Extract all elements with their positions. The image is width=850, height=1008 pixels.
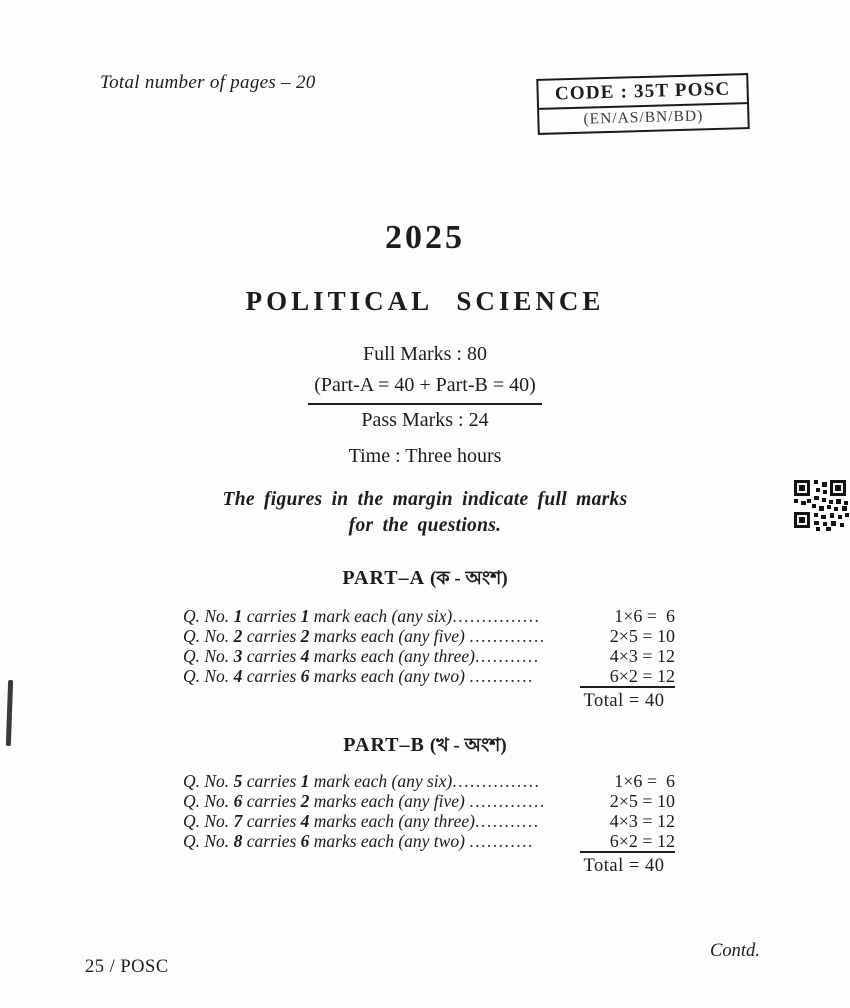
marks-formula: 1×6 = 6 [614,771,675,791]
question-row [183,791,675,811]
question-text: Q. No. 6 carries 2 marks each (any five) [183,791,470,811]
dot-leader: ............. [469,791,546,811]
pass-marks: Pass Marks : 24 [361,409,489,431]
code-box [536,73,749,135]
question-text: Q. No. 3 carries 4 marks each (any three) [183,646,475,666]
question-row [183,666,675,688]
dot-leader: ........... [474,811,540,831]
margin-note-line1: The figures in the margin indicate full marks [222,489,628,510]
code-label: CODE : 35T POSC [538,75,747,110]
full-marks: Full Marks : 80 [363,343,487,365]
part-b-title: PART–B [343,734,425,756]
time-allowed: Time : Three hours [348,445,502,467]
question-text: Q. No. 7 carries 4 marks each (any three) [183,811,475,831]
dot-leader: ............... [452,771,541,791]
part-a-total-row [183,688,675,711]
question-row [183,831,675,853]
part-a-marks-scheme [183,606,675,711]
marks-split: (Part-A = 40 + Part-B = 40) [308,374,542,405]
year-title: 2025 [385,219,465,256]
subject-title: POLITICAL SCIENCE [245,286,605,316]
marks-formula: 2×5 = 10 [609,626,675,646]
paper-code: 25 / POSC [85,957,169,977]
part-b-total-row [183,853,675,876]
question-row [183,811,675,831]
marks-formula: 4×3 = 12 [609,646,675,666]
question-text: Q. No. 4 carries 6 marks each (any two) [183,666,470,686]
question-text: Q. No. 2 carries 2 marks each (any five) [183,626,470,646]
dot-leader: ............... [452,606,541,626]
part-b-heading [0,731,850,763]
dot-leader: ........... [469,831,534,851]
part-a-total: Total = 40 [583,691,665,711]
margin-note-line2: for the questions. [348,515,502,536]
dot-leader: ........... [469,666,534,686]
qr-code-icon [792,477,850,537]
question-row [183,606,675,626]
marks-formula: 2×5 = 10 [609,791,675,811]
marks-formula: 6×2 = 12 [580,831,675,853]
part-a-title: PART–A [342,567,426,589]
marks-split-wrap [0,374,850,405]
part-b-marks-scheme [183,771,675,876]
part-a-heading [0,564,850,596]
question-row [183,646,675,666]
contd-note: Contd. [710,941,760,961]
question-row [183,771,675,791]
marks-formula: 4×3 = 12 [609,811,675,831]
marks-formula: 6×2 = 12 [580,666,675,688]
total-pages-note: Total number of pages – 20 [100,72,316,93]
language-codes: (EN/AS/BN/BD) [583,107,704,128]
dot-leader: ............. [469,626,546,646]
question-text: Q. No. 8 carries 6 marks each (any two) [183,831,470,851]
part-a-title-bengali: (ক - অংশ) [430,568,508,589]
question-row [183,626,675,646]
part-b-title-bengali: (খ - অংশ) [429,735,507,756]
question-text: Q. No. 5 carries 1 mark each (any six) [183,771,453,791]
marks-formula: 1×6 = 6 [614,606,675,626]
part-b-total: Total = 40 [583,856,665,876]
dot-leader: ........... [474,646,540,666]
question-text: Q. No. 1 carries 1 mark each (any six) [183,606,453,626]
